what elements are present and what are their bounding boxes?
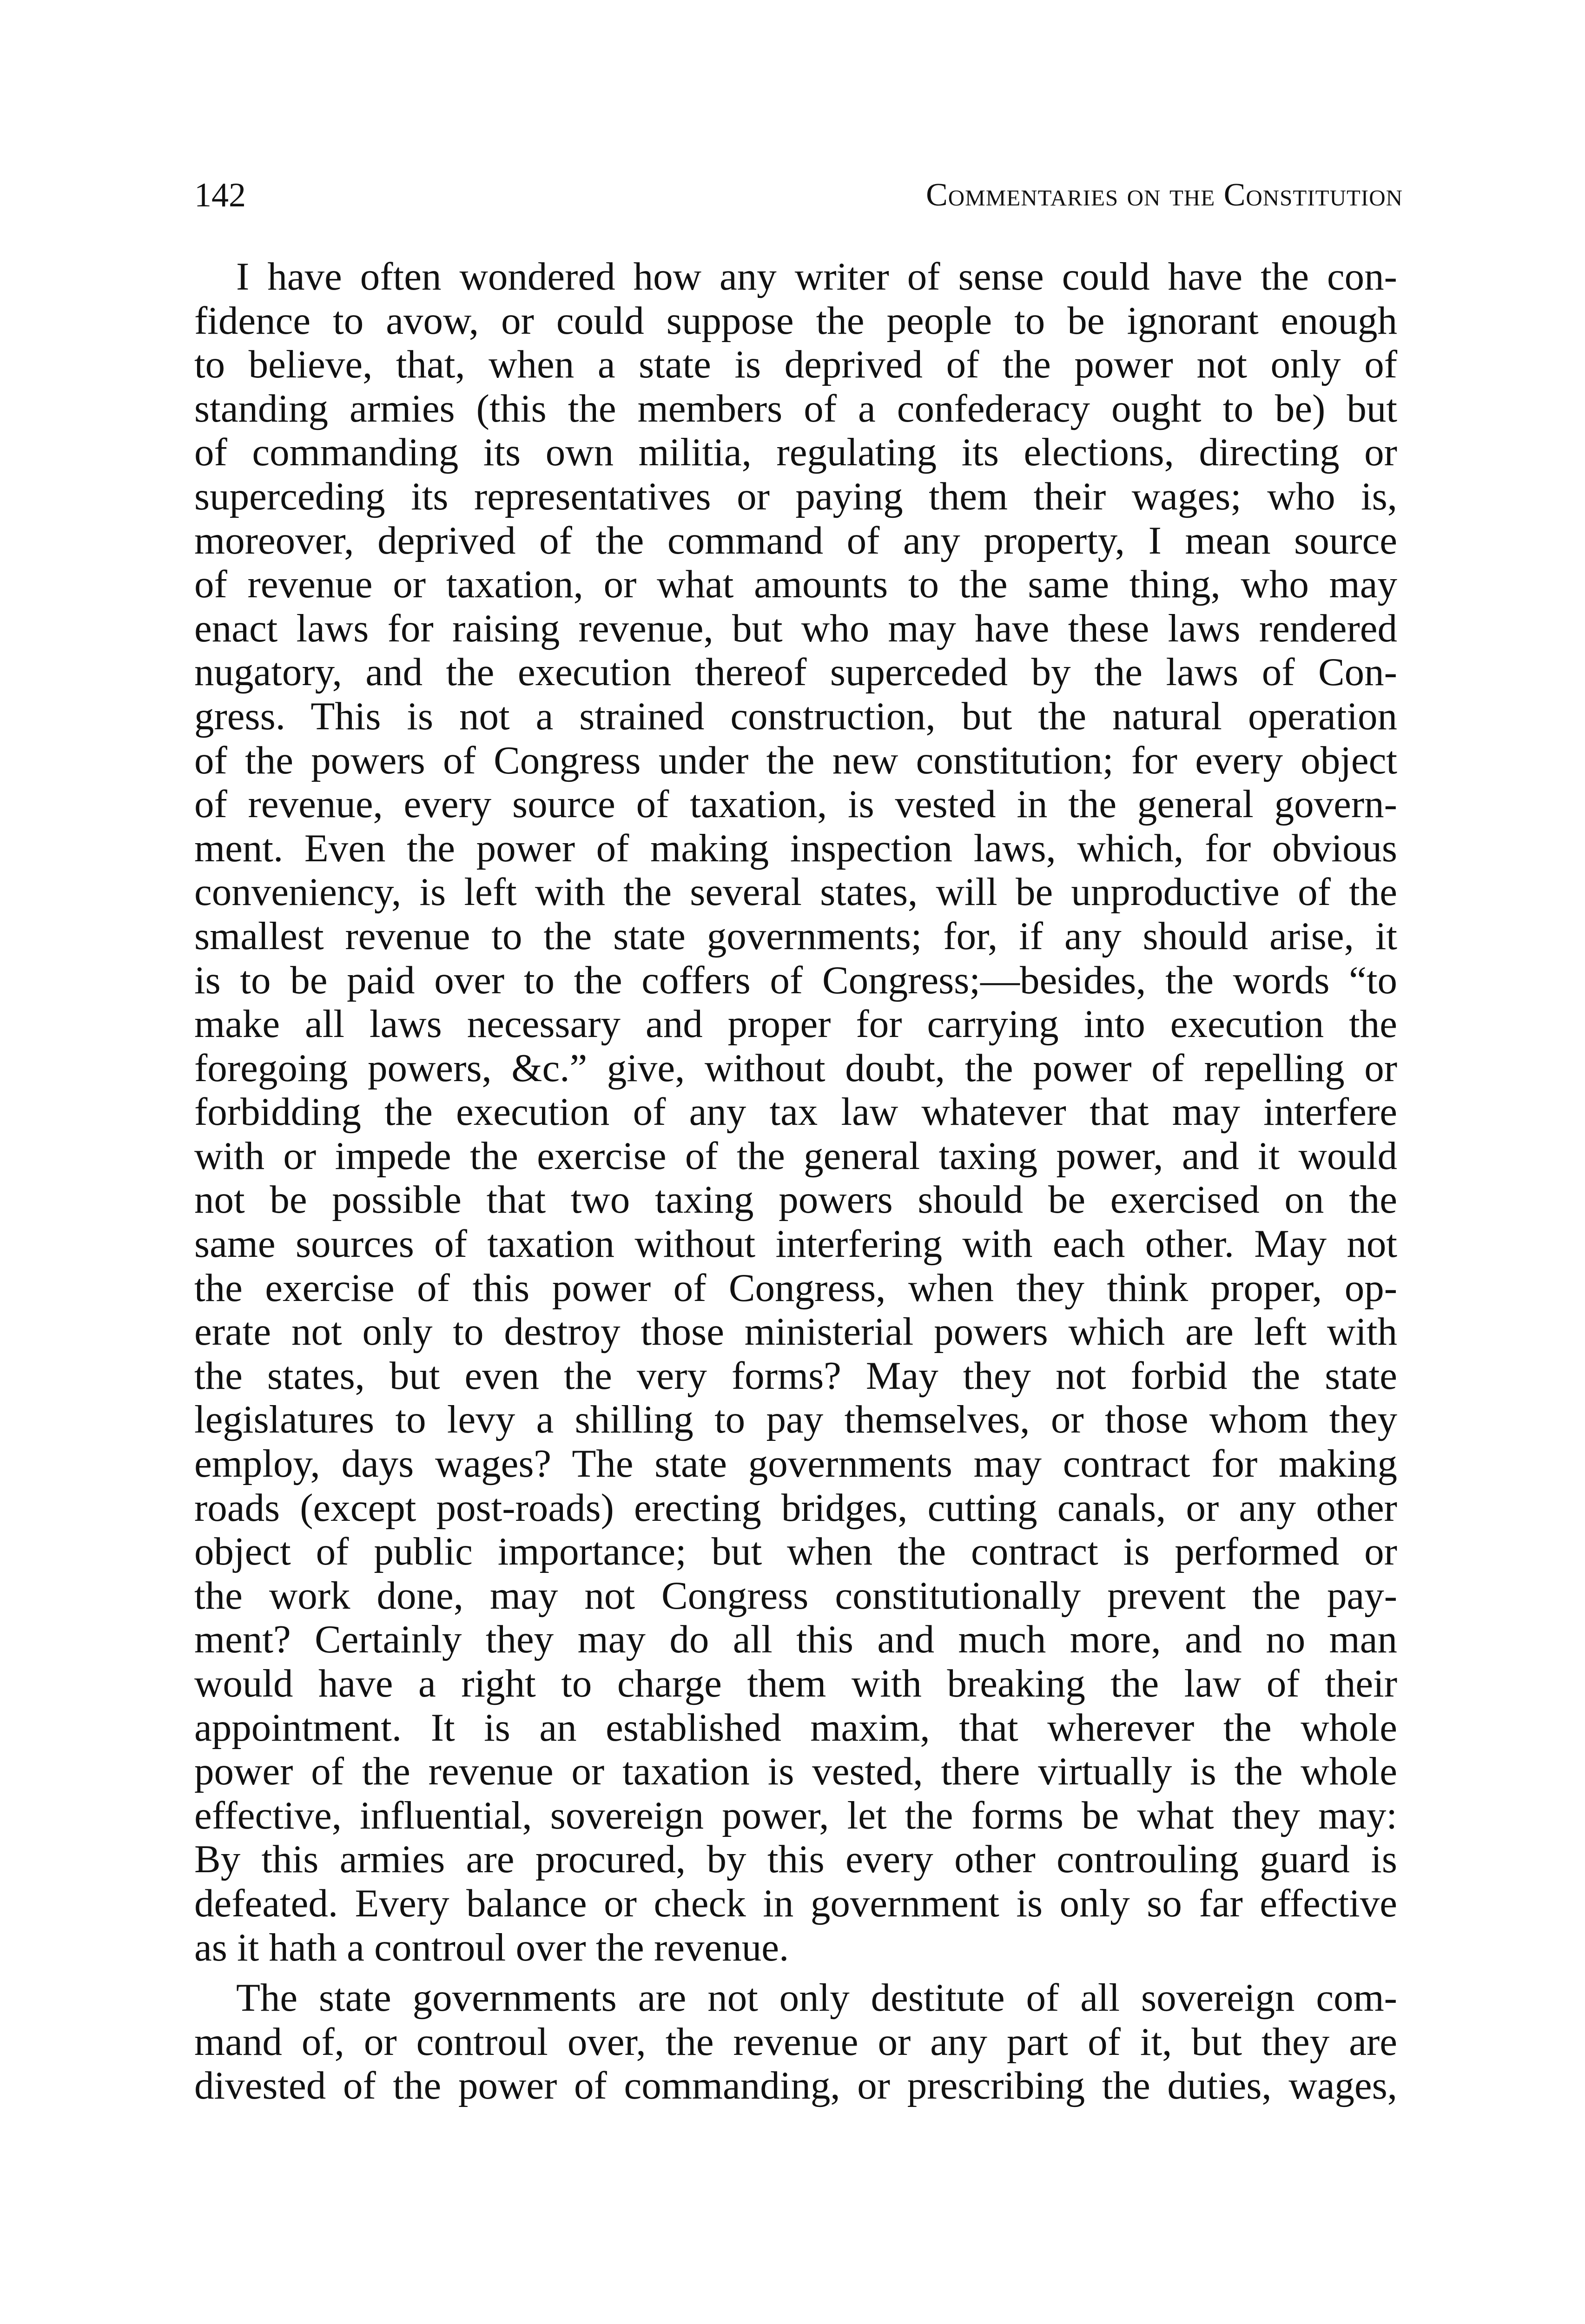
text-line: standing armies (this the members of a confederacy ought to be) but [194,386,1397,430]
text-line: nugatory, and the execution thereof superceded by the laws of Con- [194,650,1397,694]
text-line: mand of, or controul over, the revenue or any part of it, but they are [194,2020,1397,2064]
text-line: legislatures to levy a shilling to pay themselves, or those whom they [194,1398,1397,1442]
text-line: of revenue or taxation, or what amounts to the same thing, who may [194,562,1397,607]
text-line: object of public importance; but when the contract is performed or [194,1530,1397,1574]
text-line: smallest revenue to the state governments; for, if any should arise, it [194,914,1397,958]
text-line: I have often wondered how any writer of sense could have the con- [236,255,1397,298]
text-line: enact laws for raising revenue, but who may have these laws rendered [194,606,1397,650]
text-line: ment? Certainly they may do all this and much more, and no man [194,1618,1397,1662]
text-line: gress. This is not a strained construction, but the natural operation [194,694,1397,738]
running-header [194,174,1403,216]
text-line: the work done, may not Congress constitutionally prevent the pay- [194,1573,1397,1618]
text-line: forbidding the execution of any tax law whatever that may interfere [194,1090,1397,1134]
text-line: employ, days wages? The state governments may contract for making [194,1442,1397,1486]
text-line: defeated. Every balance or check in government is only so far effective [194,1881,1397,1925]
text-line: moreover, deprived of the command of any property, I mean source [194,518,1397,562]
text-line: By this armies are procured, by this every other controuling guard is [194,1837,1397,1882]
text-line: power of the revenue or taxation is vested, there virtually is the whole [194,1750,1397,1794]
text-line: make all laws necessary and proper for carrying into execution the [194,1002,1397,1046]
text-line: same sources of taxation without interfering with each other. May not [194,1222,1397,1266]
text-line: superceding its representatives or paying them their wages; who is, [194,474,1397,518]
text-line: appointment. It is an established maxim, that wherever the whole [194,1705,1397,1750]
text-line: roads (except post-roads) erecting bridges, cutting canals, or any other [194,1486,1397,1530]
text-line: not be possible that two taxing powers should be exercised on the [194,1178,1397,1222]
text-line: with or impede the exercise of the general taxing power, and it would [194,1134,1397,1178]
running-head-title: Commentaries on the Constitution [926,177,1403,213]
text-line: of revenue, every source of taxation, is vested in the general govern- [194,782,1397,826]
paragraph [194,1976,1397,2108]
text-line: The state governments are not only destitute of all sovereign com- [236,1976,1397,2020]
text-line: of the powers of Congress under the new constitution; for every object [194,738,1397,782]
text-line: erate not only to destroy those ministerial powers which are left with [194,1310,1397,1354]
text-line: foregoing powers, &c.” give, without doubt, the power of repelling or [194,1046,1397,1090]
text-line: to believe, that, when a state is deprived of the power not only of [194,343,1397,387]
text-line: fidence to avow, or could suppose the people to be ignorant enough [194,298,1397,343]
text-line: ment. Even the power of making inspection laws, which, for obvious [194,826,1397,870]
text-line: divested of the power of commanding, or prescribing the duties, wages, [194,2064,1397,2108]
text-line: the exercise of this power of Congress, when they think proper, op- [194,1266,1397,1310]
text-line: the states, but even the very forms? May they not forbid the state [194,1353,1397,1398]
body-text [194,255,1397,2108]
paragraph [194,255,1397,1969]
text-line: is to be paid over to the coffers of Congress;—besides, the words “to [194,958,1397,1002]
page-number: 142 [194,176,246,214]
text-line: effective, influential, sovereign power, let the forms be what they may: [194,1793,1397,1837]
text-line: would have a right to charge them with breaking the law of their [194,1662,1397,1705]
text-line: as it hath a controul over the revenue. [194,1925,789,1969]
text-line: of commanding its own militia, regulating its elections, directing or [194,430,1397,475]
text-line: conveniency, is left with the several states, will be unproductive of the [194,870,1397,914]
paragraph-gap [194,1969,1397,1976]
